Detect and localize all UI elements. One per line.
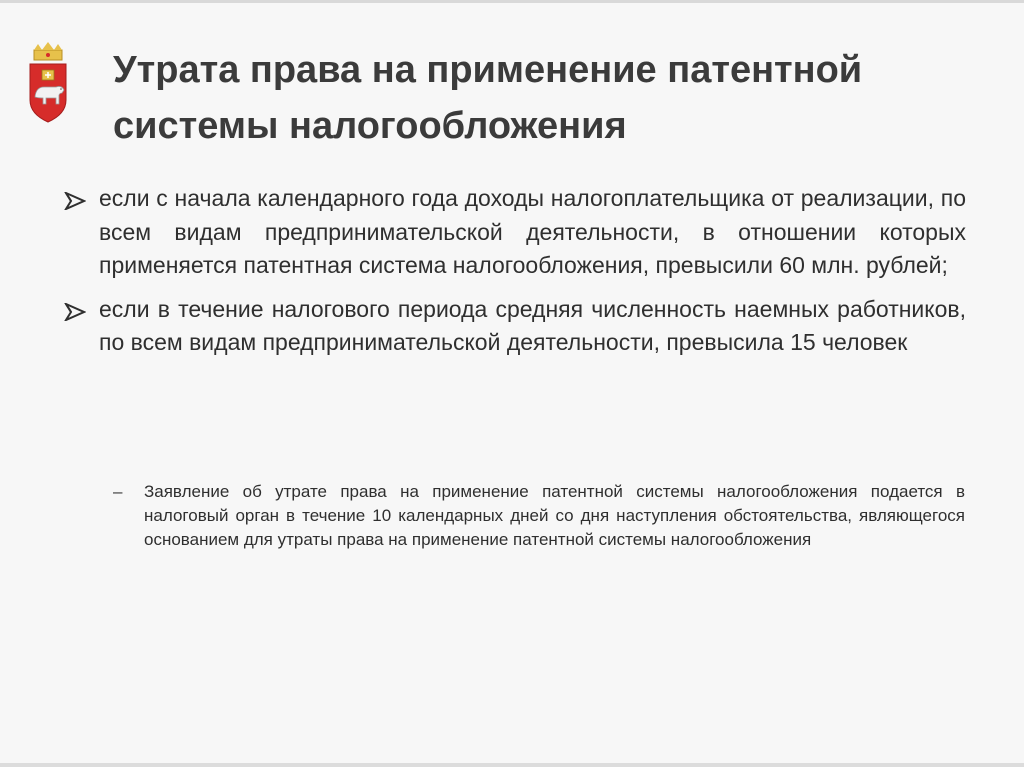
- bullet-list: [64, 182, 966, 370]
- slide-bottom-border: [0, 763, 1024, 767]
- page-title: Утрата права на применение патентной системы налогообложения: [113, 49, 863, 147]
- gospel-book-icon: [42, 70, 54, 80]
- list-item: [64, 182, 966, 283]
- crown-icon: [34, 42, 62, 60]
- coat-of-arms-bear-icon: [24, 42, 72, 124]
- sub-note: [113, 480, 965, 552]
- arrow-bullet-icon: [64, 303, 86, 321]
- slide-top-border: [0, 0, 1024, 3]
- bullet-text: если с начала календарного года доходы налогоплательщика от реализации, по всем видам предпринимательской деятельности, в отношении которых применяется патентная система налогообложения, превысили 60 млн. рублей;: [99, 185, 966, 278]
- list-item: [64, 293, 966, 360]
- arrow-bullet-icon: [64, 192, 86, 210]
- dash-marker: –: [113, 482, 123, 501]
- note-text: Заявление об утрате права на применение патентной системы налогообложения подается в налоговый орган в течение 10 календарных дней со дня наступления обстоятельства, являющегося основанием для утраты права на применение патентной системы налогообложения: [144, 482, 965, 549]
- bullet-text: если в течение налогового периода средняя численность наемных работников, по всем видам предпринимательской деятельности, превысила 15 человек: [99, 295, 966, 355]
